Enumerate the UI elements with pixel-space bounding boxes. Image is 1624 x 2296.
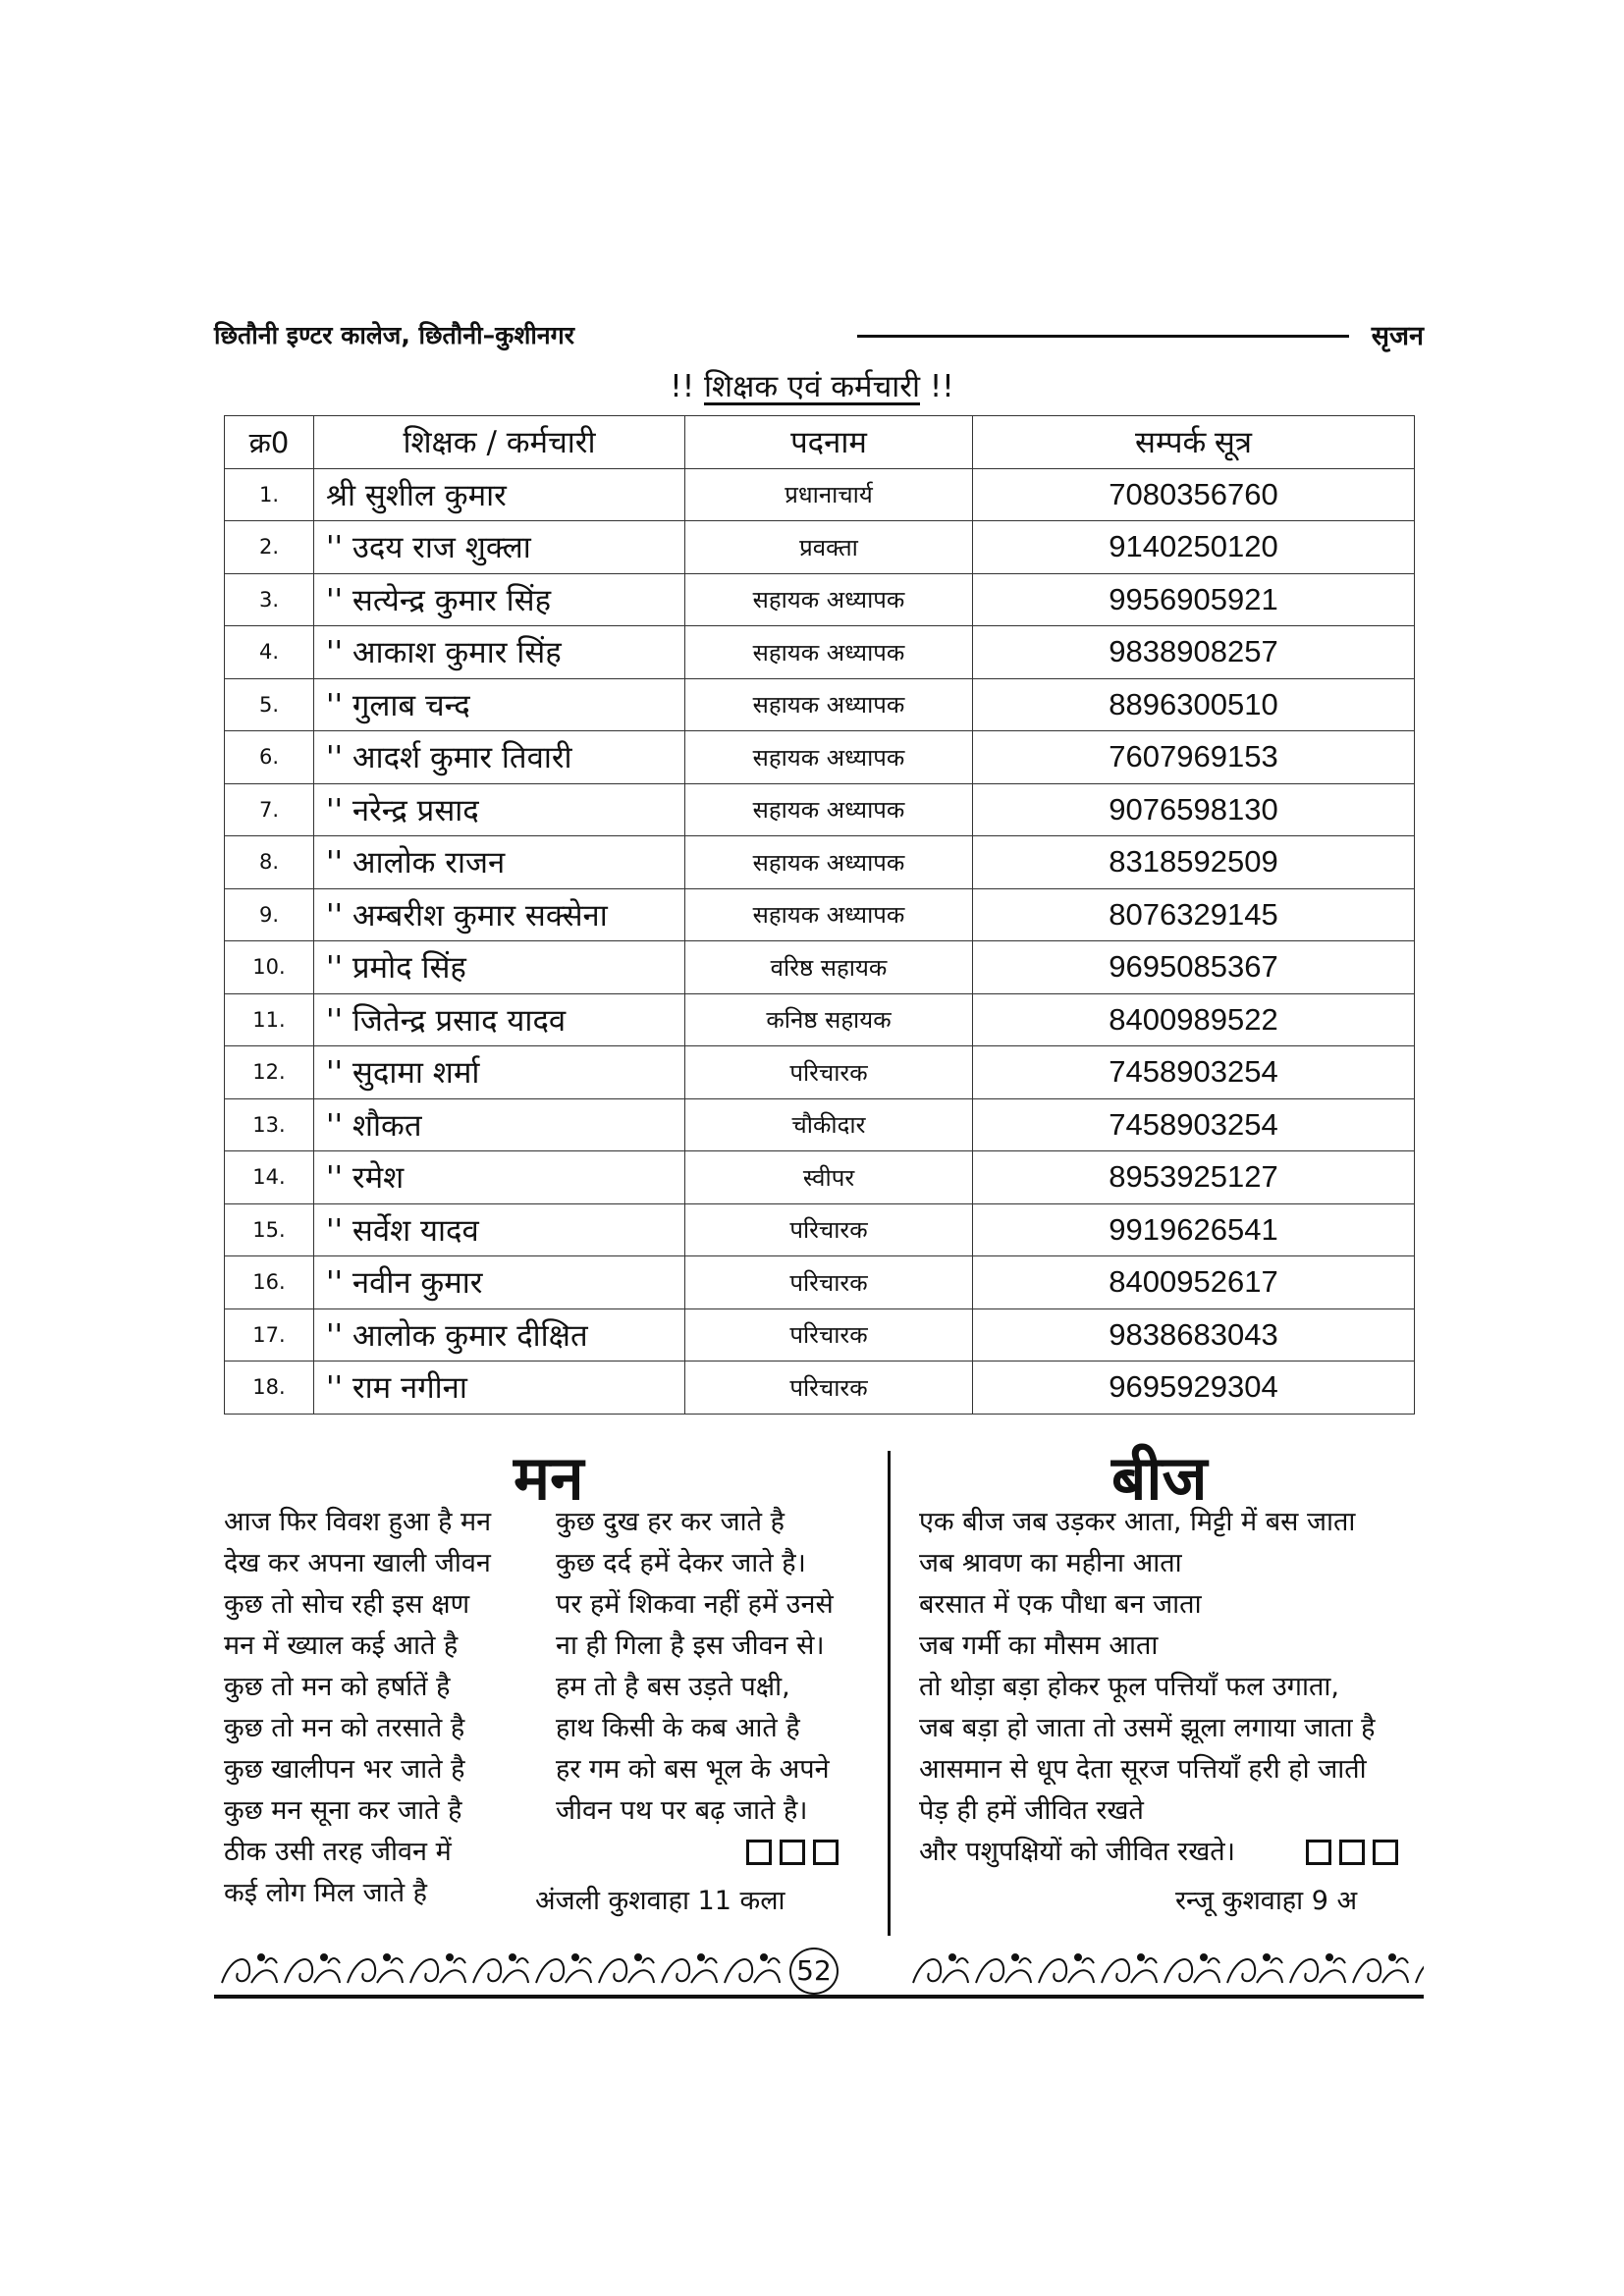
row-contact: 8953925127	[973, 1151, 1415, 1204]
footer-rule	[214, 1995, 1424, 1999]
poem-line: कुछ तो सोच रही इस क्षण	[224, 1589, 470, 1620]
row-contact: 9076598130	[973, 783, 1415, 836]
col-header-contact: सम्पर्क सूत्र	[973, 416, 1415, 469]
row-contact: 9140250120	[973, 521, 1415, 574]
poem-line: आज फिर विवश हुआ है मन	[224, 1507, 492, 1537]
row-sn: 4.	[225, 626, 314, 679]
poem-man-column-1	[224, 1502, 491, 1914]
row-name: '' सत्येन्द्र कुमार सिंह	[314, 573, 685, 626]
poem-line: और पशुपक्षियों को जीवित रखते।	[919, 1837, 1235, 1867]
table-row	[225, 1046, 1415, 1099]
row-contact: 7607969153	[973, 731, 1415, 784]
heading-marks-left: !!	[670, 369, 695, 404]
table-row	[225, 678, 1415, 731]
table-row	[225, 783, 1415, 836]
column-divider	[888, 1451, 891, 1936]
row-contact: 9838908257	[973, 626, 1415, 679]
poem-line: जब श्रावण का महीना आता	[919, 1548, 1182, 1578]
table-row	[225, 1098, 1415, 1151]
row-sn: 1.	[225, 468, 314, 521]
table-row	[225, 731, 1415, 784]
poem-line: कुछ मन सूना कर जाते है	[224, 1795, 462, 1826]
row-name: '' जितेन्द्र प्रसाद यादव	[314, 993, 685, 1046]
row-post: सहायक अध्यापक	[685, 678, 973, 731]
row-contact: 7458903254	[973, 1098, 1415, 1151]
row-name: '' रमेश	[314, 1151, 685, 1204]
row-post: स्वीपर	[685, 1151, 973, 1204]
row-post: सहायक अध्यापक	[685, 836, 973, 889]
row-contact: 9695929304	[973, 1362, 1415, 1415]
col-header-name: शिक्षक / कर्मचारी	[314, 416, 685, 469]
row-name: श्री सुशील कुमार	[314, 468, 685, 521]
row-post: कनिष्ठ सहायक	[685, 993, 973, 1046]
table-row	[225, 521, 1415, 574]
table-row	[225, 626, 1415, 679]
row-sn: 10.	[225, 941, 314, 994]
row-post: सहायक अध्यापक	[685, 783, 973, 836]
school-name: छितौनी इण्टर कालेज, छितौनी–कुशीनगर	[214, 321, 574, 349]
row-sn: 15.	[225, 1203, 314, 1256]
poem-line: मन में ख्याल कई आते है	[224, 1630, 459, 1661]
row-post: सहायक अध्यापक	[685, 626, 973, 679]
row-sn: 18.	[225, 1362, 314, 1415]
page-number: 52	[789, 1948, 839, 1995]
row-post: वरिष्ठ सहायक	[685, 941, 973, 994]
row-name: '' नरेन्द्र प्रसाद	[314, 783, 685, 836]
end-boxes-icon	[1306, 1840, 1406, 1872]
row-name: '' राम नगीना	[314, 1362, 685, 1415]
row-post: सहायक अध्यापक	[685, 573, 973, 626]
row-sn: 6.	[225, 731, 314, 784]
row-name: '' प्रमोद सिंह	[314, 941, 685, 994]
row-post: प्रवक्ता	[685, 521, 973, 574]
poem-line: पेड़ ही हमें जीवित रखते	[919, 1795, 1144, 1826]
col-header-sn: क्र0	[225, 416, 314, 469]
poem-line: एक बीज जब उड़कर आता, मिट्टी में बस जाता	[919, 1507, 1356, 1537]
poem-line: जब बड़ा हो जाता तो उसमें झूला लगाया जाता है	[919, 1713, 1376, 1743]
row-post: सहायक अध्यापक	[685, 731, 973, 784]
row-name: '' उदय राज शुक्ला	[314, 521, 685, 574]
row-name: '' आलोक राजन	[314, 836, 685, 889]
row-sn: 8.	[225, 836, 314, 889]
end-boxes-icon	[746, 1840, 846, 1872]
row-post: चौकीदार	[685, 1098, 973, 1151]
row-sn: 7.	[225, 783, 314, 836]
table-row	[225, 888, 1415, 941]
row-contact: 9838683043	[973, 1308, 1415, 1362]
row-sn: 9.	[225, 888, 314, 941]
row-post: सहायक अध्यापक	[685, 888, 973, 941]
poem-beej-body	[919, 1502, 1375, 1873]
row-post: परिचारक	[685, 1256, 973, 1309]
table-row	[225, 1151, 1415, 1204]
row-name: '' नवीन कुमार	[314, 1256, 685, 1309]
row-sn: 2.	[225, 521, 314, 574]
heading-title: शिक्षक एवं कर्मचारी	[704, 369, 920, 404]
row-sn: 14.	[225, 1151, 314, 1204]
poem-line: कुछ तो मन को तरसाते है	[224, 1713, 465, 1743]
poem-line: आसमान से धूप देता सूरज पत्तियाँ हरी हो जाती	[919, 1754, 1367, 1785]
table-row	[225, 993, 1415, 1046]
poem-line: कुछ तो मन को हर्षातें है	[224, 1672, 451, 1702]
row-sn: 3.	[225, 573, 314, 626]
row-sn: 5.	[225, 678, 314, 731]
poem-man-column-2	[556, 1502, 834, 1832]
row-sn: 16.	[225, 1256, 314, 1309]
poem-beej-title: बीज	[1111, 1442, 1208, 1514]
heading-marks-right: !!	[929, 369, 954, 404]
row-name: '' सर्वेश यादव	[314, 1203, 685, 1256]
poem-line: ना ही गिला है इस जीवन से।	[556, 1630, 825, 1661]
poem-man-title: मन	[514, 1442, 584, 1514]
table-row	[225, 573, 1415, 626]
staff-table	[224, 415, 1415, 1415]
poem-line: बरसात में एक पौधा बन जाता	[919, 1589, 1202, 1620]
table-header-row	[225, 416, 1415, 469]
page-header	[214, 312, 1424, 357]
poem-line: कुछ दुख हर कर जाते है	[556, 1507, 785, 1537]
poem-line: तो थोड़ा बड़ा होकर फूल पत्तियाँ फल उगाता,	[919, 1672, 1339, 1702]
row-contact: 9919626541	[973, 1203, 1415, 1256]
table-row	[225, 1256, 1415, 1309]
poem-beej-author: रन्जू कुशवाहा 9 अ	[1175, 1886, 1358, 1916]
row-post: परिचारक	[685, 1308, 973, 1362]
row-name: '' आकाश कुमार सिंह	[314, 626, 685, 679]
row-contact: 7458903254	[973, 1046, 1415, 1099]
poem-line: जब गर्मी का मौसम आता	[919, 1630, 1159, 1661]
row-name: '' गुलाब चन्द	[314, 678, 685, 731]
poem-line: हाथ किसी के कब आते है	[556, 1713, 800, 1743]
magazine-name: सृजन	[1371, 321, 1424, 351]
row-post: परिचारक	[685, 1046, 973, 1099]
row-contact: 9695085367	[973, 941, 1415, 994]
row-contact: 8076329145	[973, 888, 1415, 941]
poem-line: कुछ दर्द हमें देकर जाते है।	[556, 1548, 806, 1578]
row-sn: 12.	[225, 1046, 314, 1099]
row-contact: 8896300510	[973, 678, 1415, 731]
row-name: '' सुदामा शर्मा	[314, 1046, 685, 1099]
poem-line: पर हमें शिकवा नहीं हमें उनसे	[556, 1589, 834, 1620]
staff-table-body	[225, 468, 1415, 1414]
row-contact: 8318592509	[973, 836, 1415, 889]
poem-line: ठीक उसी तरह जीवन में	[224, 1837, 452, 1867]
header-rule	[857, 335, 1349, 338]
row-sn: 13.	[225, 1098, 314, 1151]
table-row	[225, 1308, 1415, 1362]
table-row	[225, 1203, 1415, 1256]
table-row	[225, 836, 1415, 889]
row-contact: 8400989522	[973, 993, 1415, 1046]
row-name: '' आदर्श कुमार तिवारी	[314, 731, 685, 784]
table-row	[225, 941, 1415, 994]
table-row	[225, 1362, 1415, 1415]
row-post: परिचारक	[685, 1362, 973, 1415]
poem-line: कई लोग मिल जाते है	[224, 1878, 428, 1908]
row-post: प्रधानाचार्य	[685, 468, 973, 521]
row-contact: 8400952617	[973, 1256, 1415, 1309]
row-name: '' आलोक कुमार दीक्षित	[314, 1308, 685, 1362]
poem-man-author: अंजली कुशवाहा 11 कला	[535, 1886, 785, 1916]
row-sn: 11.	[225, 993, 314, 1046]
row-name: '' शौकत	[314, 1098, 685, 1151]
poem-line: देख कर अपना खाली जीवन	[224, 1548, 491, 1578]
poem-line: हम तो है बस उड़ते पक्षी,	[556, 1672, 790, 1702]
row-sn: 17.	[225, 1308, 314, 1362]
col-header-post: पदनाम	[685, 416, 973, 469]
poem-line: जीवन पथ पर बढ़ जाते है।	[556, 1795, 808, 1826]
row-name: '' अम्बरीश कुमार सक्सेना	[314, 888, 685, 941]
row-post: परिचारक	[685, 1203, 973, 1256]
poem-line: हर गम को बस भूल के अपने	[556, 1754, 830, 1785]
section-heading	[0, 365, 1624, 406]
row-contact: 7080356760	[973, 468, 1415, 521]
poem-line: कुछ खालीपन भर जाते है	[224, 1754, 465, 1785]
table-row	[225, 468, 1415, 521]
row-contact: 9956905921	[973, 573, 1415, 626]
